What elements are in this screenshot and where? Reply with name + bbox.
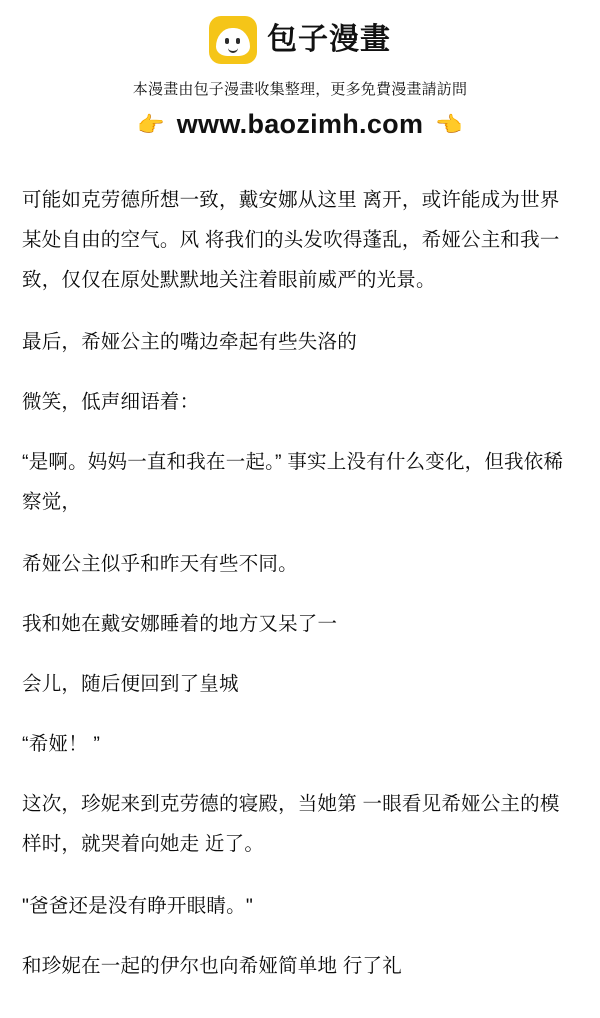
- brand-name: 包子漫畫: [267, 23, 391, 56]
- paragraph: "爸爸还是没有睁开眼睛。": [22, 895, 253, 917]
- paragraph: 这次，珍妮来到克劳德的寝殿，当她第 一眼看见希娅公主的模样时，就哭着向她走 近了。: [22, 793, 560, 855]
- paragraph: 会儿，随后便回到了皇城: [22, 673, 239, 695]
- paragraph: 希娅公主似乎和昨天有些不同。: [22, 553, 298, 575]
- paragraph: 微笑，低声细语着：: [22, 391, 200, 413]
- tagline-text: 本漫畫由包子漫畫收集整理，更多免費漫畫請訪問: [132, 81, 468, 98]
- pointing-right-hand-icon: 👉: [137, 111, 165, 137]
- story-text-body: [0, 180, 600, 986]
- baozi-bun-icon: [209, 16, 257, 64]
- brand-row: [0, 16, 600, 64]
- paragraph: 和珍妮在一起的伊尔也向希娅简单地 行了礼: [22, 955, 402, 977]
- paragraph: “是啊。妈妈一直和我在一起。” 事实上没有什么变化，但我依稀察觉，: [22, 451, 564, 513]
- site-url[interactable]: www.baozimh.com: [176, 109, 424, 139]
- watermark-header: [0, 0, 600, 140]
- site-url-row: [0, 109, 600, 140]
- paragraph: 最后，希娅公主的嘴边牵起有些失洛的: [22, 331, 357, 353]
- paragraph: 我和她在戴安娜睡着的地方又呆了一: [22, 613, 338, 635]
- paragraph: “希娅！ ”: [22, 733, 101, 755]
- paragraph: 可能如克劳德所想一致，戴安娜从这里 离开，或许能成为世界某处自由的空气。风 将我们的头发吹得蓬乱，希娅公主和我一致，仅仅在原处默默地关注着眼前威严的光景。: [22, 189, 560, 291]
- pointing-left-hand-icon: 👈: [435, 111, 463, 137]
